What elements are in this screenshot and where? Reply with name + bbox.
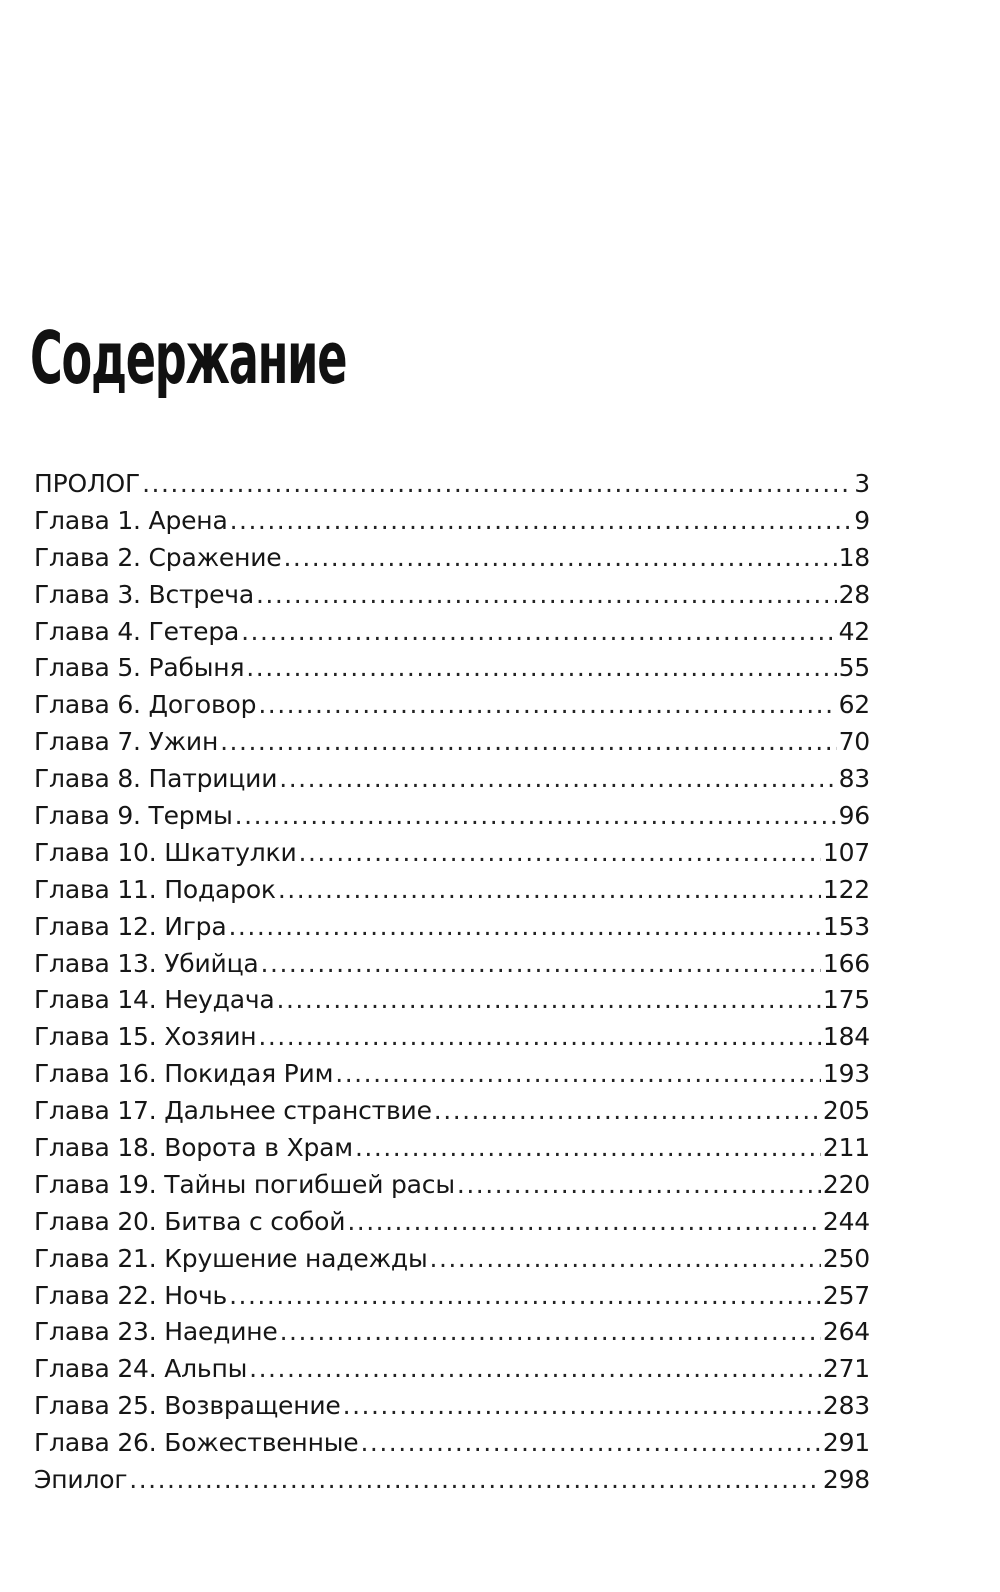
toc-entry-title: Глава 17. Дальнее странствие [34, 1096, 432, 1126]
toc-entry [34, 1314, 870, 1351]
toc-entry-title: Глава 9. Термы [34, 801, 233, 831]
toc-entry-page-number: 283 [822, 1391, 870, 1421]
toc-entry-page-number: 28 [838, 579, 870, 609]
toc-entry-page-number: 122 [822, 874, 870, 904]
dot-leader [434, 1093, 821, 1130]
toc-entry [34, 798, 870, 835]
toc-entry-page-number: 250 [822, 1243, 870, 1273]
toc-entry-title: Глава 12. Игра [34, 911, 227, 941]
toc-entry [34, 1278, 870, 1315]
dot-leader [256, 577, 837, 614]
dot-leader [246, 650, 836, 687]
toc-entry-page-number: 70 [838, 727, 870, 757]
toc-entry [34, 1351, 870, 1388]
dot-leader [228, 909, 820, 946]
toc-entry-title: Глава 24. Альпы [34, 1354, 248, 1384]
toc-entry-page-number: 175 [822, 985, 870, 1015]
page-title: Содержание [30, 316, 347, 400]
toc-entry-page-number: 166 [822, 948, 870, 978]
toc-entry-title: Глава 5. Рабыня [34, 653, 245, 683]
dot-leader [220, 724, 836, 761]
toc-entry-title: Глава 8. Патриции [34, 764, 278, 794]
dot-leader [355, 1130, 821, 1167]
toc-entry [34, 577, 870, 614]
toc-entry-title: Глава 2. Сражение [34, 542, 282, 572]
toc-entry [34, 614, 870, 651]
toc-entry-title: Глава 6. Договор [34, 690, 257, 720]
dot-leader [280, 1314, 821, 1351]
toc-entry-title: Глава 3. Встреча [34, 579, 254, 609]
toc-entry [34, 1019, 870, 1056]
dot-leader [230, 503, 853, 540]
dot-leader [457, 1167, 821, 1204]
toc-entry [34, 1130, 870, 1167]
dot-leader [335, 1056, 821, 1093]
toc-entry-page-number: 298 [822, 1465, 870, 1495]
toc-entry-title: Глава 23. Наедине [34, 1317, 278, 1347]
toc-entry [34, 1204, 870, 1241]
dot-leader [229, 1278, 821, 1315]
toc-entry [34, 724, 870, 761]
toc-entry [34, 835, 870, 872]
toc-entry [34, 687, 870, 724]
toc-entry-title: Глава 4. Гетера [34, 616, 240, 646]
toc-entry-page-number: 42 [838, 616, 870, 646]
dot-leader [430, 1241, 821, 1278]
dot-leader [129, 1462, 821, 1499]
toc-entry [34, 1167, 870, 1204]
toc-entry-title: Глава 13. Убийца [34, 948, 259, 978]
toc-entry [34, 1241, 870, 1278]
dot-leader [343, 1388, 821, 1425]
toc-entry-title: Глава 19. Тайны погибшей расы [34, 1169, 455, 1199]
toc-entry-title: Эпилог [34, 1465, 128, 1495]
toc-entry-title: Глава 21. Крушение надежды [34, 1243, 428, 1273]
toc-entry [34, 540, 870, 577]
toc-entry-page-number: 83 [838, 764, 870, 794]
dot-leader [241, 614, 836, 651]
toc-entry [34, 1388, 870, 1425]
toc-entry-title: Глава 26. Божественные [34, 1428, 359, 1458]
toc-entry [34, 503, 870, 540]
toc-entry-title: ПРОЛОГ [34, 469, 141, 498]
toc-entry-page-number: 107 [822, 837, 870, 867]
toc-entry-page-number: 3 [854, 469, 870, 498]
toc-entry [34, 466, 870, 503]
toc-entry-page-number: 96 [838, 801, 870, 831]
toc-entry-title: Глава 20. Битва с собой [34, 1206, 346, 1236]
toc-entry-page-number: 257 [822, 1280, 870, 1310]
toc-entry-title: Глава 18. Ворота в Храм [34, 1133, 353, 1163]
dot-leader [299, 835, 821, 872]
dot-leader [347, 1204, 821, 1241]
dot-leader [283, 540, 836, 577]
dot-leader [279, 761, 836, 798]
toc-entry [34, 946, 870, 983]
toc-entry-page-number: 291 [822, 1428, 870, 1458]
toc-entry [34, 872, 870, 909]
toc-entry [34, 1462, 870, 1499]
toc-entry-title: Глава 10. Шкатулки [34, 837, 297, 867]
toc-entry-page-number: 211 [822, 1133, 870, 1163]
dot-leader [142, 466, 852, 503]
toc-entry-page-number: 55 [838, 653, 870, 683]
toc-entry [34, 982, 870, 1019]
toc-entry-title: Глава 15. Хозяин [34, 1022, 257, 1052]
dot-leader [235, 798, 837, 835]
toc-entry-page-number: 18 [838, 542, 870, 572]
toc-entry-title: Глава 11. Подарок [34, 874, 276, 904]
toc-entry-page-number: 193 [822, 1059, 870, 1089]
dot-leader [360, 1425, 820, 1462]
toc-entry-page-number: 205 [822, 1096, 870, 1126]
toc-entry [34, 1425, 870, 1462]
toc-entry [34, 1056, 870, 1093]
toc-entry-page-number: 271 [822, 1354, 870, 1384]
toc-entry-page-number: 220 [822, 1169, 870, 1199]
table-of-contents [34, 466, 870, 1499]
dot-leader [278, 872, 821, 909]
dot-leader [258, 687, 836, 724]
toc-entry-page-number: 244 [822, 1206, 870, 1236]
toc-entry-page-number: 264 [822, 1317, 870, 1347]
toc-entry-title: Глава 25. Возвращение [34, 1391, 341, 1421]
dot-leader [261, 946, 821, 983]
toc-entry-title: Глава 1. Арена [34, 505, 228, 535]
toc-entry [34, 909, 870, 946]
toc-entry-page-number: 62 [838, 690, 870, 720]
toc-entry-title: Глава 7. Ужин [34, 727, 219, 757]
dot-leader [258, 1019, 820, 1056]
toc-entry-page-number: 184 [822, 1022, 870, 1052]
toc-entry-page-number: 153 [822, 911, 870, 941]
toc-entry [34, 761, 870, 798]
toc-entry [34, 650, 870, 687]
toc-entry-title: Глава 16. Покидая Рим [34, 1059, 334, 1089]
dot-leader [249, 1351, 821, 1388]
toc-entry-title: Глава 22. Ночь [34, 1280, 228, 1310]
dot-leader [277, 982, 821, 1019]
toc-entry-title: Глава 14. Неудача [34, 985, 275, 1015]
toc-entry [34, 1093, 870, 1130]
toc-entry-page-number: 9 [854, 505, 870, 535]
